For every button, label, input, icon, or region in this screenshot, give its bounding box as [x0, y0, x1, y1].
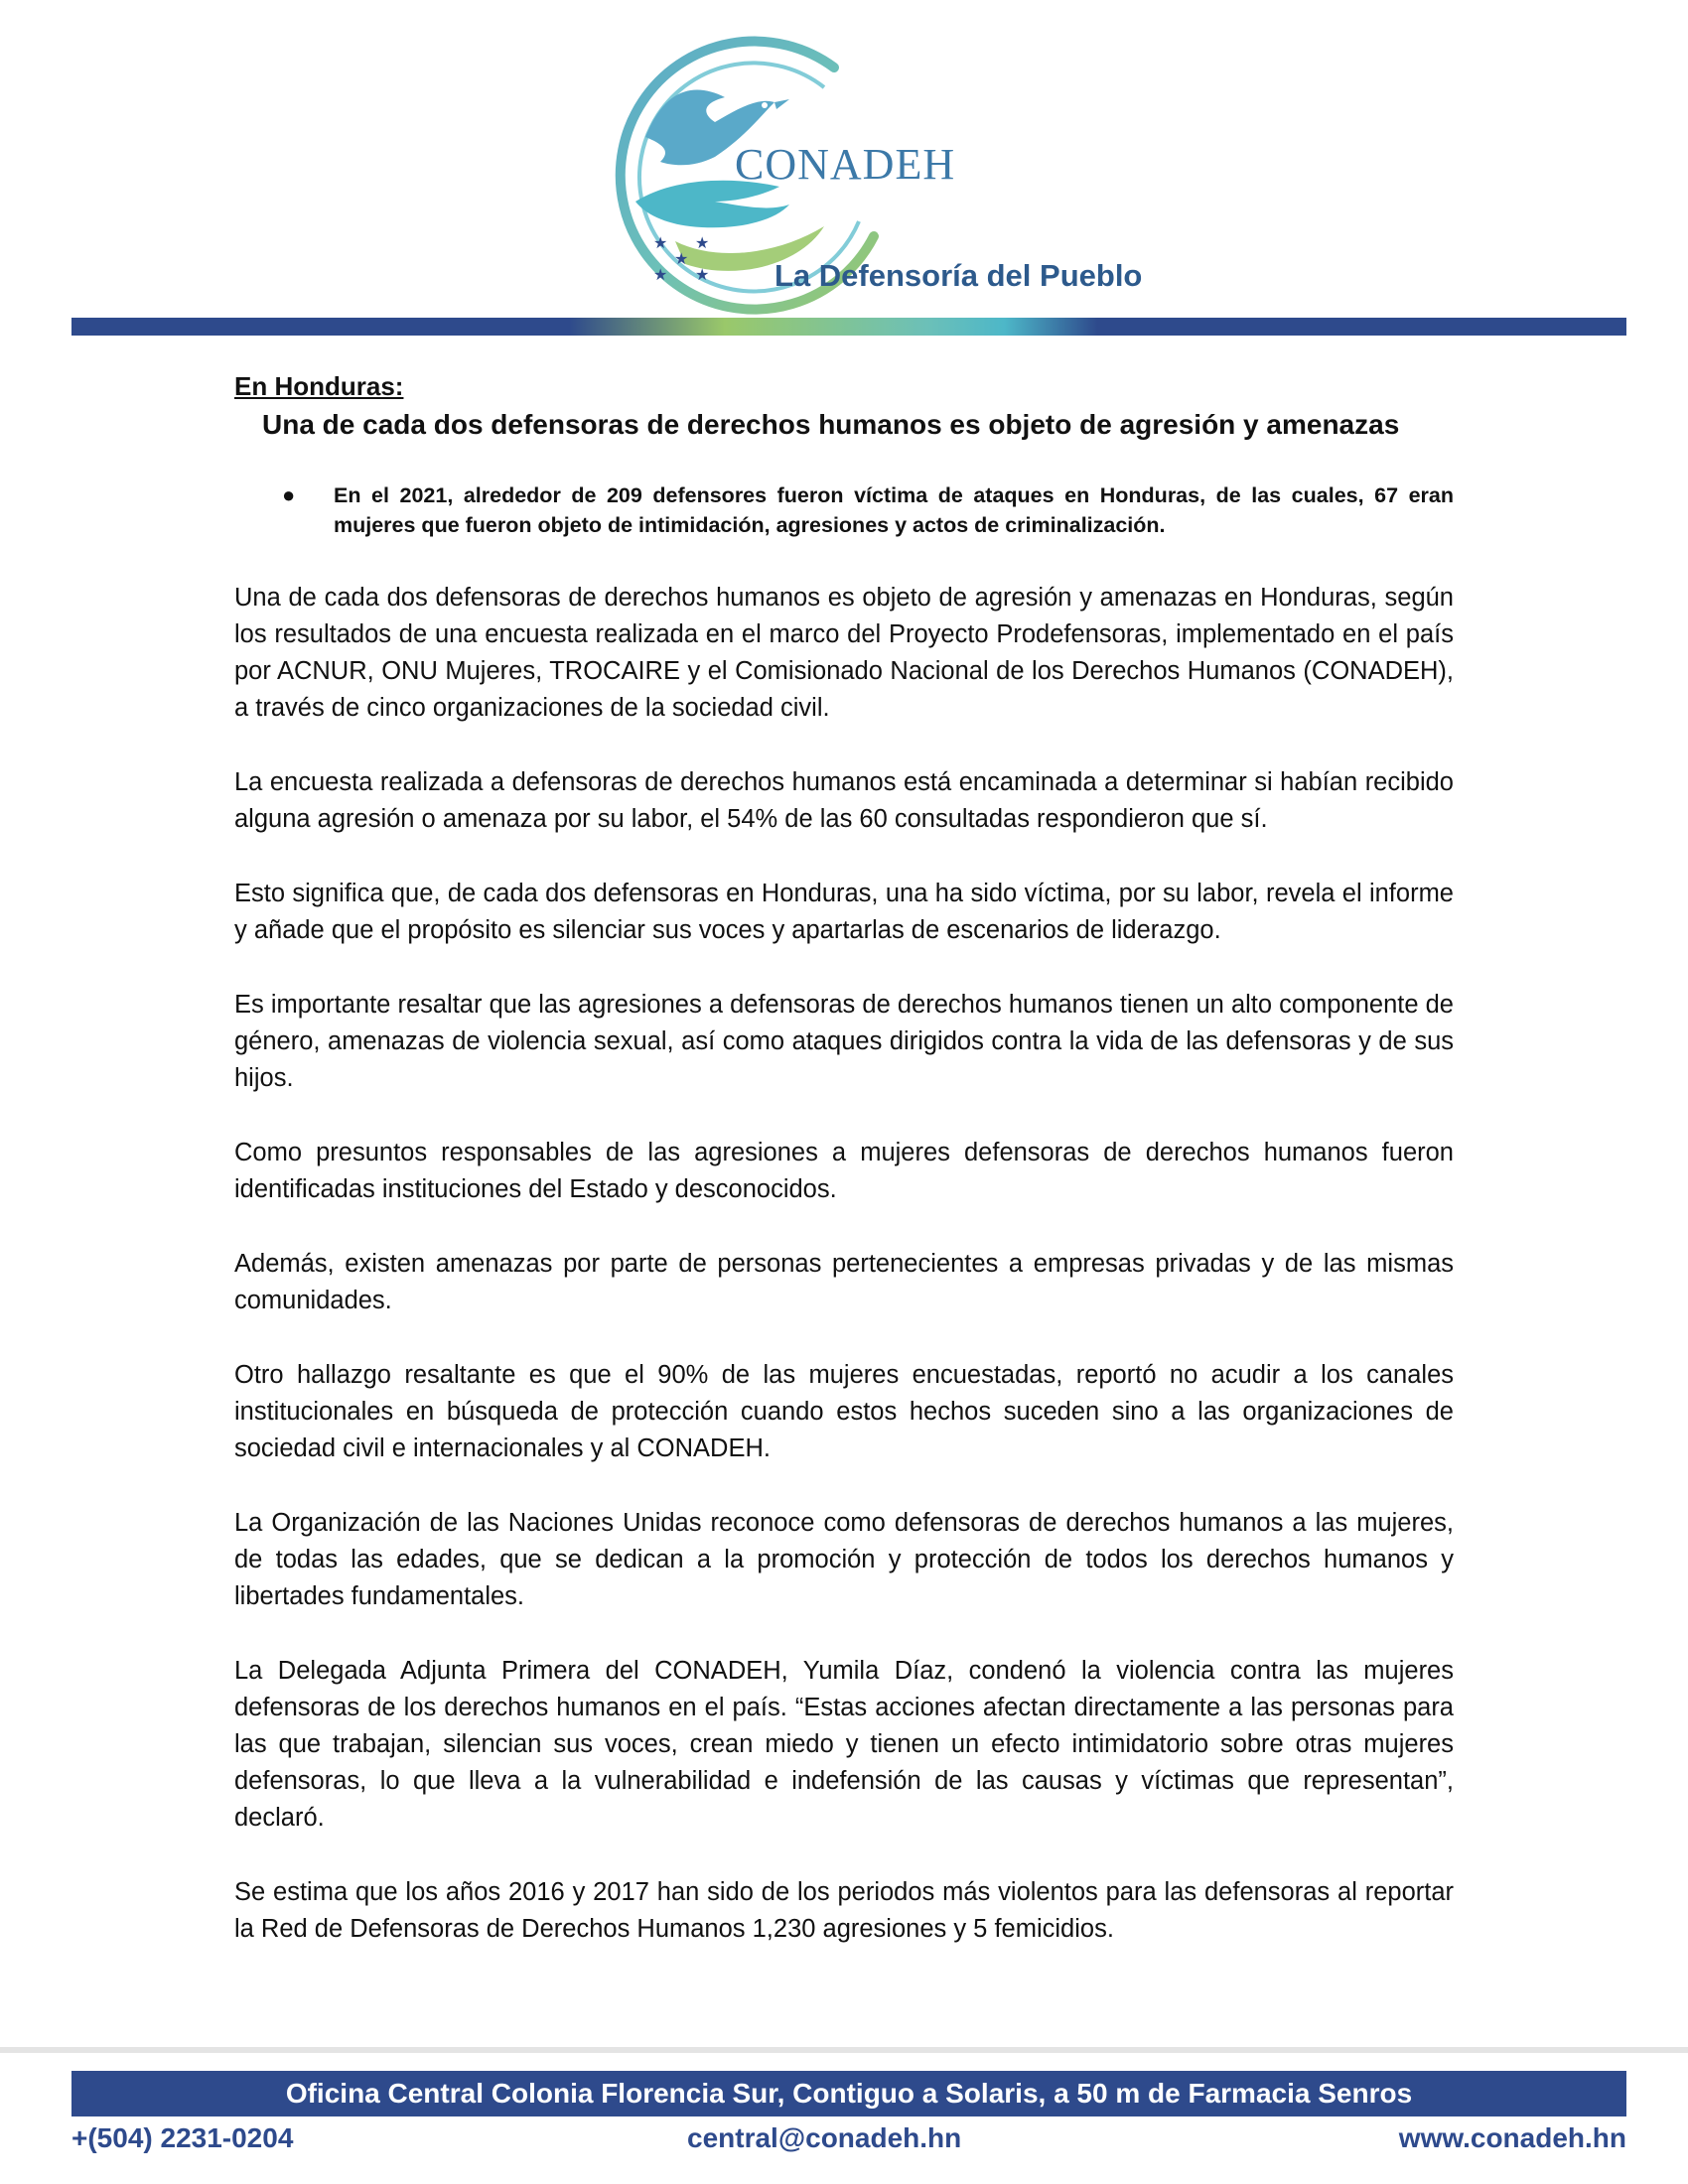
paragraph: La Delegada Adjunta Primera del CONADEH, Yumila Díaz, condenó la violencia contra las mujeres defensoras de los derechos humanos en el país. “Estas acciones afectan directamente a las personas para las que trabajan, silencian sus voces, crean miedo y tienen un efecto intimidatorio sobre otras mujeres defensoras, lo que lleva a la vulnerabilidad e indefensión de las causas y víctimas que representan”, declaró.	[234, 1657, 1454, 1832]
svg-text:★: ★	[653, 267, 668, 284]
summary-bullet-text: En el 2021, alrededor de 209 defensores fueron víctima de ataques en Honduras, de las cuales, 67 eran mujeres que fueron objeto de intimidación, agresiones y actos de criminalización.	[334, 483, 1454, 537]
footer-phone: +(504) 2231-0204	[71, 2122, 294, 2153]
paragraph: Es importante resaltar que las agresiones a defensoras de derechos humanos tienen un alto componente de género, amenazas de violencia sexual, así como ataques dirigidos contra la vida de las defensoras y de sus hijos.	[234, 991, 1454, 1092]
svg-text:★: ★	[653, 235, 668, 252]
paragraph: Esto significa que, de cada dos defensoras en Honduras, una ha sido víctima, por su labor, revela el informe y añade que el propósito es silenciar sus voces y apartarlas de escenarios de liderazgo.	[234, 880, 1454, 944]
footer-divider	[0, 2047, 1688, 2053]
logo-tagline: La Defensoría del Pueblo	[774, 258, 1143, 293]
article-body	[234, 369, 1454, 1985]
footer-contacts	[71, 2122, 1626, 2162]
svg-text:★: ★	[695, 267, 710, 284]
svg-text:★: ★	[674, 251, 689, 268]
paragraph: La Organización de las Naciones Unidas reconoce como defensoras de derechos humanos a las mujeres, de todas las edades, que se dedican a la promoción y protección de todos los derechos humanos y libertades fundamentales.	[234, 1509, 1454, 1610]
paragraph: Otro hallazgo resaltante es que el 90% de las mujeres encuestadas, reportó no acudir a los canales institucionales en búsqueda de protección cuando estos hechos suceden sino a las organizaciones de sociedad civil e internacionales y al CONADEH.	[234, 1361, 1454, 1462]
paragraph: Se estima que los años 2016 y 2017 han sido de los periodos más violentos para las defensoras al reportar la Red de Defensoras de Derechos Humanos 1,230 agresiones y 5 femicidios.	[234, 1878, 1454, 1943]
paragraph: Como presuntos responsables de las agresiones a mujeres defensoras de derechos humanos fueron identificadas instituciones del Estado y desconocidos.	[234, 1139, 1454, 1203]
footer-address: Oficina Central Colonia Florencia Sur, Contiguo a Solaris, a 50 m de Farmacia Senros	[285, 2078, 1413, 2109]
footer-email-link[interactable]: central@conadeh.hn	[687, 2122, 962, 2153]
conadeh-logo	[576, 28, 1172, 316]
article-paragraphs	[234, 580, 1454, 1948]
footer-address-bar	[71, 2071, 1626, 2116]
location-label: En Honduras:	[234, 371, 404, 401]
paragraph: Además, existen amenazas por parte de personas pertenecientes a empresas privadas y de las mismas comunidades.	[234, 1250, 1454, 1314]
paragraph: La encuesta realizada a defensoras de derechos humanos está encaminada a determinar si habían recibido alguna agresión o amenaza por su labor, el 54% de las 60 consultadas respondieron que sí.	[234, 768, 1454, 833]
paragraph: Una de cada dos defensoras de derechos humanos es objeto de agresión y amenazas en Honduras, según los resultados de una encuesta realizada en el marco del Proyecto Prodefensoras, implementado en el país por ACNUR, ONU Mujeres, TROCAIRE y el Comisionado Nacional de los Derechos Humanos (CONADEH), a través de cinco organizaciones de la sociedad civil.	[234, 584, 1454, 722]
svg-text:★: ★	[695, 235, 710, 252]
bullet-icon: ●	[282, 482, 296, 507]
summary-bullet	[282, 480, 1454, 540]
footer-website-link[interactable]: www.conadeh.hn	[1398, 2122, 1626, 2153]
article-headline: Una de cada dos defensoras de derechos humanos es objeto de agresión y amenazas	[262, 409, 1400, 440]
header-divider-bar	[71, 318, 1626, 336]
logo-wordmark: CONADEH	[735, 140, 956, 189]
